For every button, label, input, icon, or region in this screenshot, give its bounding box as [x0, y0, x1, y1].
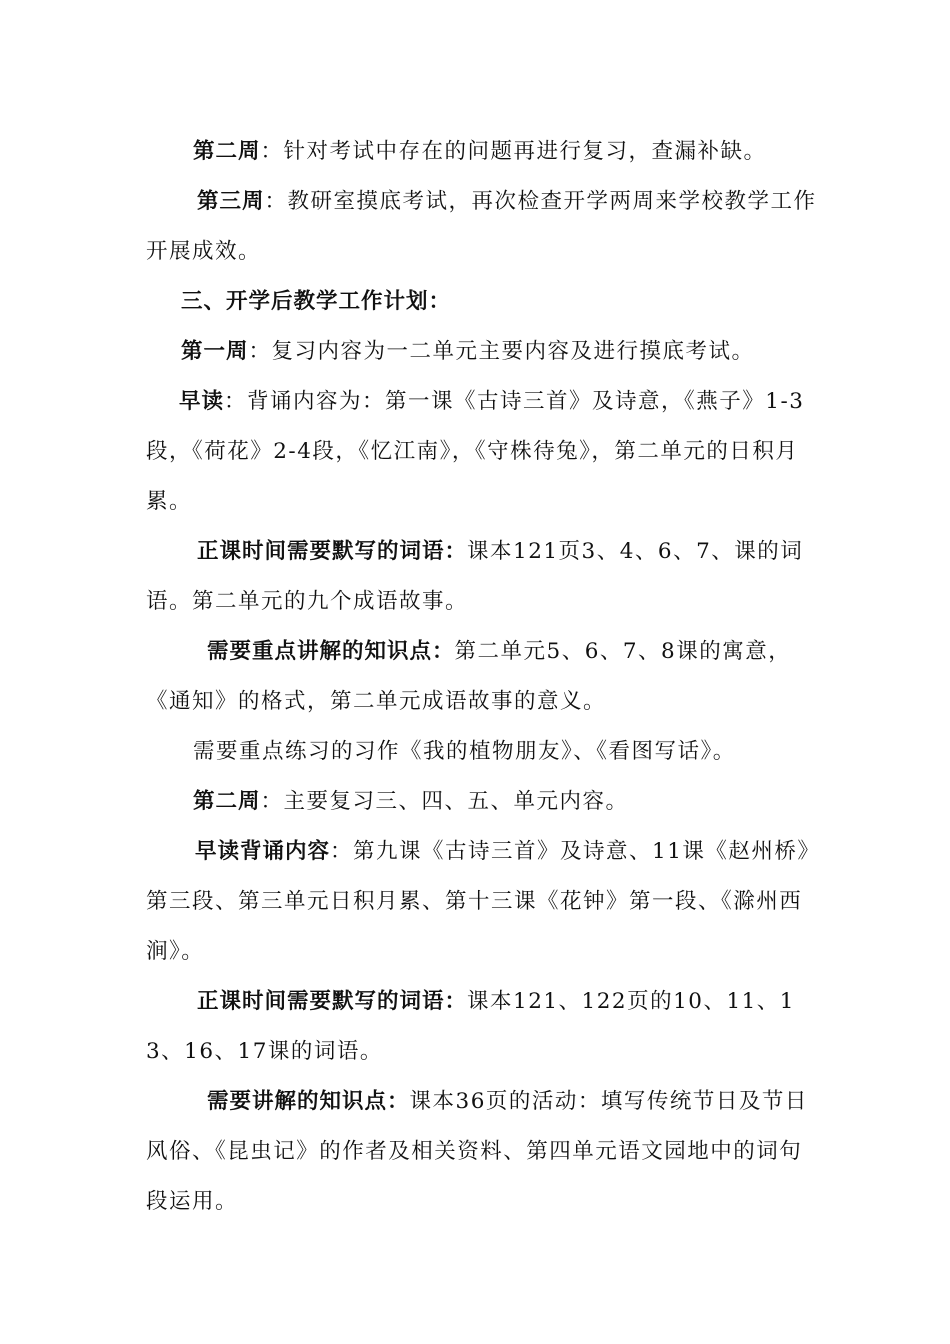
- paragraph-lead: 正课时间需要默写的词语：: [197, 539, 468, 564]
- paragraph-knowledge-points-week2: [146, 1077, 818, 1227]
- paragraph-lead: 第三周: [197, 189, 265, 214]
- paragraph-text: ：第九课《古诗三首》及诗意、11课《赵州桥》第三段、第三单元日积月累、第十三课《花钟》第一段、《滁州西涧》。: [146, 839, 810, 964]
- paragraph-lead: 第二周: [193, 139, 261, 164]
- paragraph-text: 需要重点练习的习作《我的植物朋友》、《看图写话》。: [193, 739, 736, 764]
- section-heading-teaching-plan: [146, 277, 818, 327]
- paragraph-week3-exam: [146, 177, 818, 277]
- paragraph-writing-practice: [146, 727, 818, 777]
- paragraph-lead: 第二周: [193, 789, 261, 814]
- paragraph-morning-recitation: [146, 827, 818, 977]
- paragraph-text: ：教研室摸底考试，再次检查开学两周来学校教学工作开展成效。: [146, 189, 817, 264]
- paragraph-week2-review: [146, 127, 818, 177]
- paragraph-lead: 正课时间需要默写的词语：: [197, 989, 468, 1014]
- paragraph-dictation-words-week2: [146, 977, 818, 1077]
- paragraph-lead: 需要重点讲解的知识点：: [207, 639, 455, 664]
- paragraph-week1-plan: [146, 327, 818, 377]
- paragraph-text: 课本121、122页的10、11、13、16、17课的词语。: [146, 989, 795, 1064]
- paragraph-week2-plan: [146, 777, 818, 827]
- paragraph-key-points: [146, 627, 818, 727]
- paragraph-lead: 早读: [179, 389, 225, 414]
- paragraph-text: 课本121页3、4、6、7、课的词语。第二单元的九个成语故事。: [146, 539, 804, 614]
- paragraph-text: ：复习内容为一二单元主要内容及进行摸底考试。: [248, 339, 755, 364]
- paragraph-morning-reading: [146, 377, 818, 527]
- paragraph-text: ：针对考试中存在的问题再进行复习，查漏补缺。: [260, 139, 767, 164]
- section-heading-text: 三、开学后教学工作计划：: [181, 289, 452, 314]
- paragraph-lead: 早读背诵内容: [195, 839, 331, 864]
- paragraph-text: ：主要复习三、四、五、单元内容。: [260, 789, 629, 814]
- paragraph-lead: 第一周: [181, 339, 249, 364]
- paragraph-lead: 需要讲解的知识点：: [207, 1089, 410, 1114]
- paragraph-text: 课本36页的活动：填写传统节日及节日风俗、《昆虫记》的作者及相关资料、第四单元语文园地中的词句段运用。: [146, 1089, 808, 1214]
- paragraph-dictation-words: [146, 527, 818, 627]
- paragraph-text: 第二单元5、6、7、8课的寓意，《通知》的格式，第二单元成语故事的意义。: [146, 639, 792, 714]
- paragraph-text: ：背诵内容为：第一课《古诗三首》及诗意，《燕子》1-3段，《荷花》2-4段，《忆江南》，《守株待兔》，第二单元的日积月累。: [146, 389, 805, 514]
